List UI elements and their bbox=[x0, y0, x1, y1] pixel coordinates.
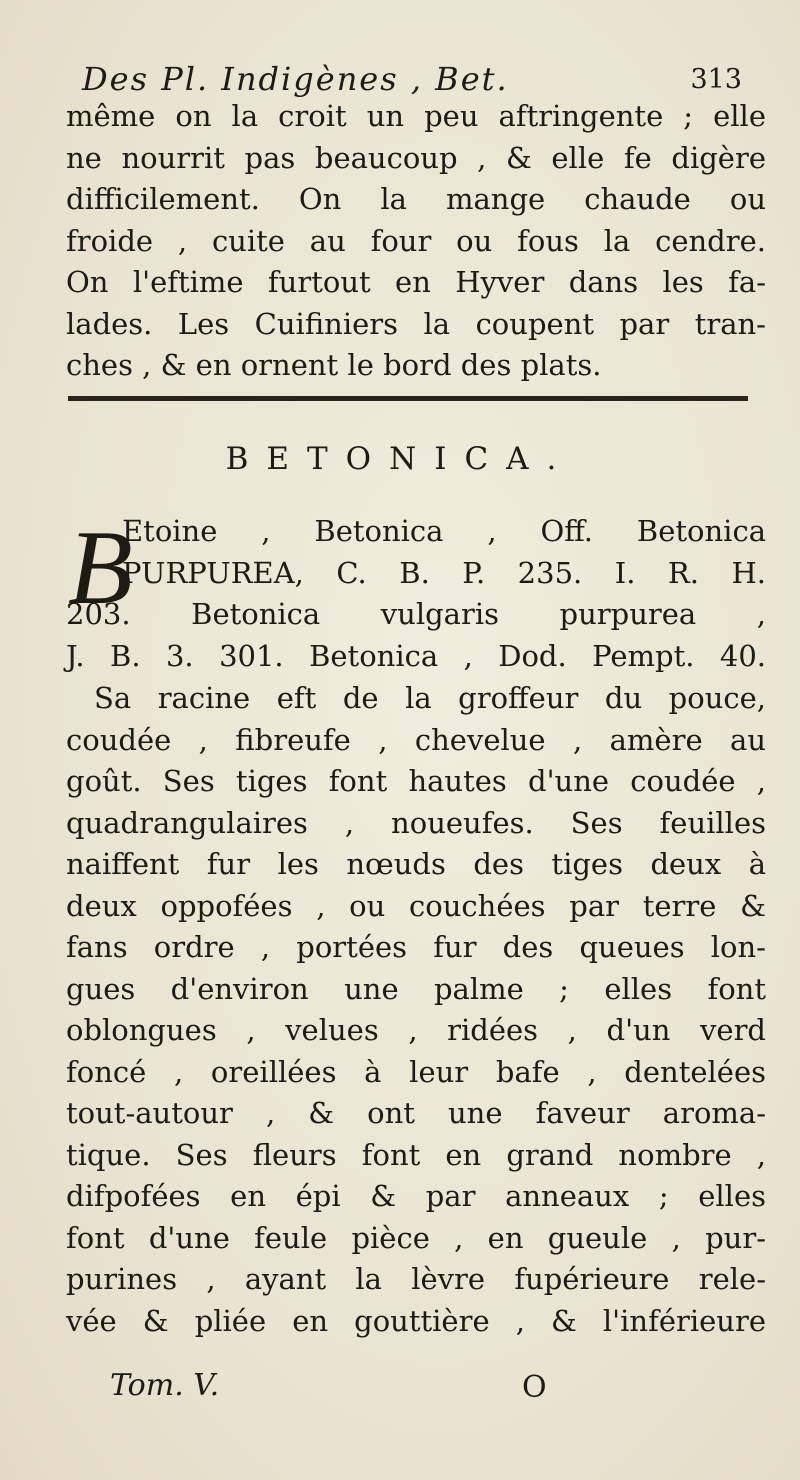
text-line: Etoine , Betonica , Off. Betonica bbox=[122, 514, 766, 548]
page-footer bbox=[110, 1368, 710, 1414]
text-line: quadrangulaires , noueufes. Ses feuilles bbox=[66, 805, 766, 840]
text-line: vée & pliée en gouttière , & l'inférieure bbox=[66, 1303, 766, 1338]
description-paragraph bbox=[66, 678, 766, 1342]
volume-mark: Tom. V. bbox=[110, 1368, 220, 1403]
page-number: 313 bbox=[690, 64, 742, 95]
intro-paragraph bbox=[66, 96, 766, 387]
text-line: font d'une feule pièce , en gueule , pur- bbox=[66, 1220, 766, 1255]
text-line: difficilement. On la mange chaude ou bbox=[66, 182, 766, 216]
text-line: tout-autour , & ont une faveur aroma- bbox=[66, 1096, 766, 1130]
text-line: PURPUREA, C. B. P. 235. I. R. H. bbox=[122, 555, 766, 590]
running-head: Des Pl. Indigènes , Bet. bbox=[82, 60, 509, 98]
text-line: deux oppofées , ou couchées par terre & bbox=[66, 888, 766, 923]
text-line: J. B. 3. 301. Betonica , Dod. Pempt. 40. bbox=[66, 638, 766, 673]
text-line: coudée , fibreufe , chevelue , amère au bbox=[66, 722, 766, 757]
signature-mark: O bbox=[522, 1370, 547, 1405]
text-line: On l'eftime furtout en Hyver dans les fa- bbox=[66, 265, 766, 299]
text-line: Sa racine eft de la groffeur du pouce, bbox=[94, 681, 766, 715]
text-line: purines , ayant la lèvre fupérieure rele- bbox=[66, 1262, 766, 1296]
text-line: froide , cuite au four ou fous la cendre. bbox=[66, 223, 766, 258]
text-line: oblongues , velues , ridées , d'un verd bbox=[66, 1013, 766, 1047]
text-line: 203. Betonica vulgaris purpurea , bbox=[66, 597, 766, 631]
text-line: fans ordre , portées fur des queues lon- bbox=[66, 930, 766, 964]
text-line: même on la croit un peu aftringente ; elle bbox=[66, 99, 766, 133]
text-line: ne nourrit pas beaucoup , & elle fe digère bbox=[66, 140, 766, 175]
synonyms-paragraph bbox=[66, 511, 766, 677]
drop-cap: B bbox=[68, 509, 133, 626]
text-line: naiffent fur les nœuds des tiges deux à bbox=[66, 847, 766, 881]
text-line: difpofées en épi & par anneaux ; elles bbox=[66, 1179, 766, 1213]
text-line: goût. Ses tiges font hautes d'une coudée , bbox=[66, 764, 766, 798]
text-line: tique. Ses fleurs font en grand nombre , bbox=[66, 1137, 766, 1172]
text-line: lades. Les Cuifiniers la coupent par tran- bbox=[66, 306, 766, 341]
section-title: BETONICA. bbox=[225, 441, 575, 477]
section-divider bbox=[68, 396, 748, 401]
text-line: gues d'environ une palme ; elles font bbox=[66, 971, 766, 1006]
text-line: ches , & en ornent le bord des plats. bbox=[66, 348, 602, 382]
text-line: foncé , oreillées à leur bafe , dentelées bbox=[66, 1054, 766, 1089]
